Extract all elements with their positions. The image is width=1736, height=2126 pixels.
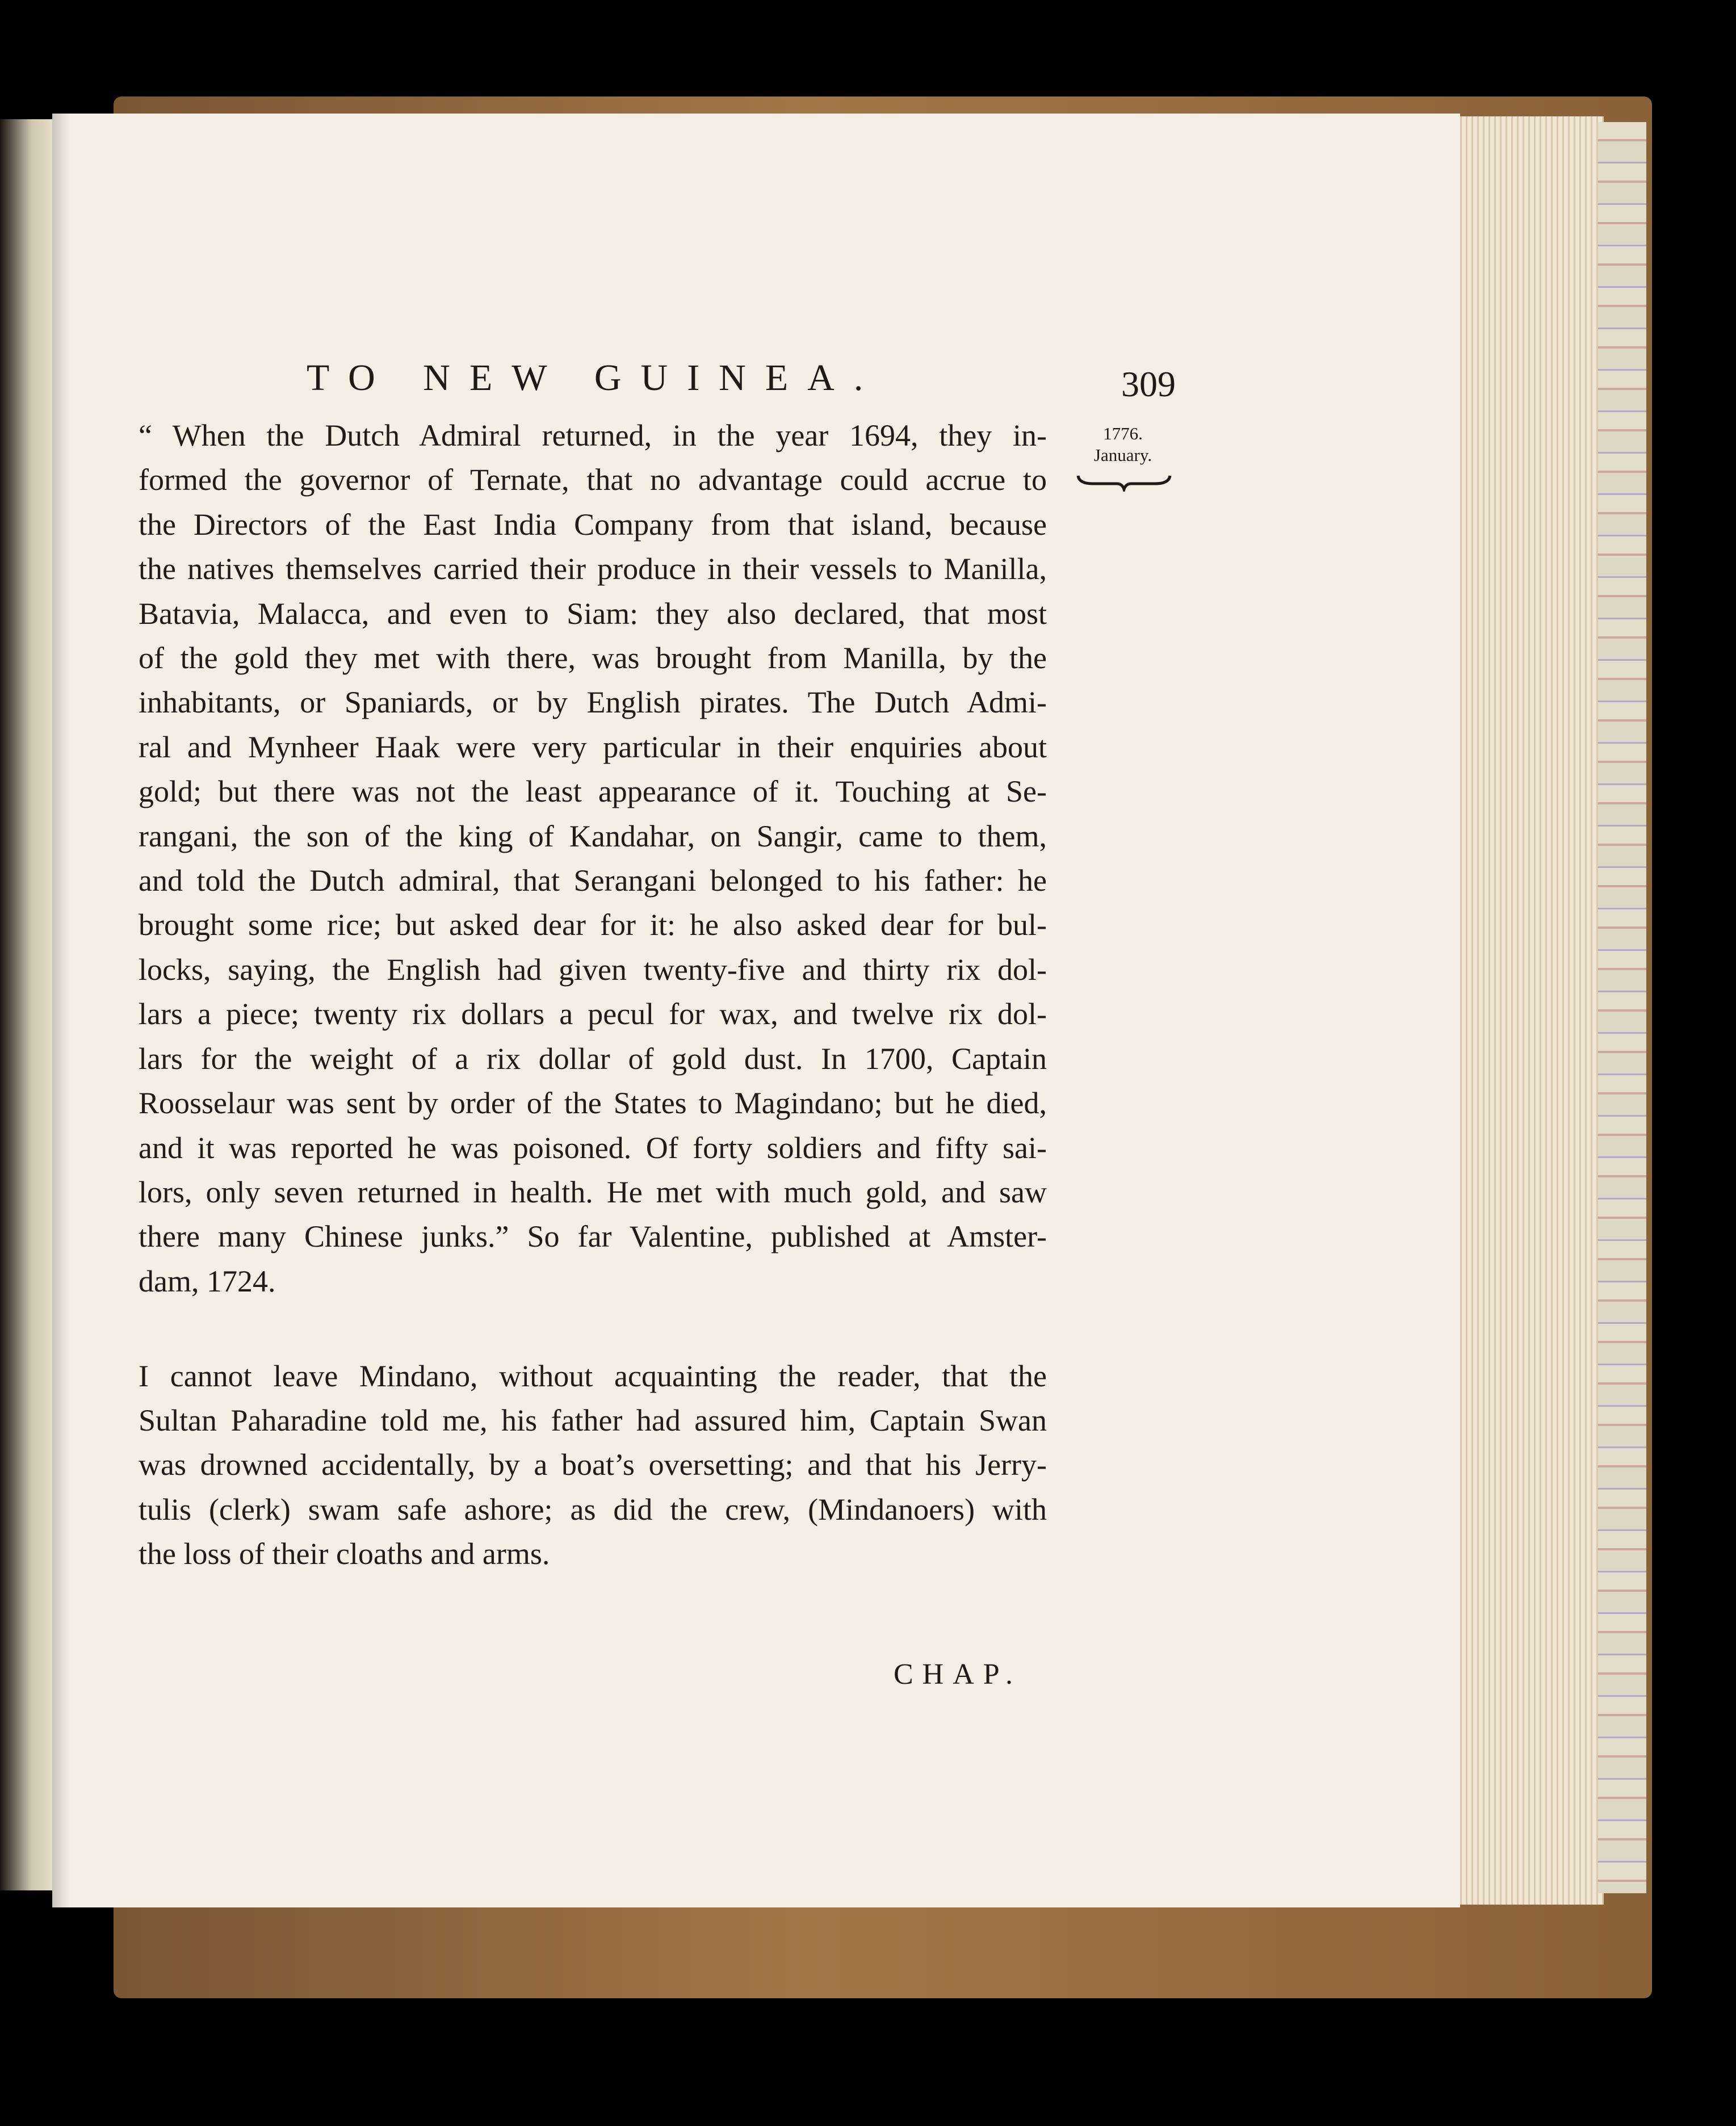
text-line: and told the Dutch admiral, that Serangani belonged to his father: he (139, 863, 1047, 898)
text-line: lors, only seven returned in health. He met with much gold, and saw (139, 1175, 1047, 1209)
text-line: I cannot leave Mindano, without acquainting the reader, that the (139, 1359, 1047, 1393)
margin-note (1077, 423, 1168, 466)
margin-note-month: January. (1093, 445, 1152, 465)
catchword: CHAP. (894, 1658, 1022, 1691)
text-line: lars a piece; twenty rix dollars a pecul for wax, and twelve rix dol- (139, 997, 1047, 1031)
text-line: was drowned accidentally, by a boat’s oversetting; and that his Jerry- (139, 1448, 1047, 1482)
text-line: dam, 1724. (139, 1264, 276, 1298)
text-line: the Directors of the East India Company from that island, because (139, 507, 1047, 542)
margin-brace-icon (1076, 472, 1172, 492)
text-line: brought some rice; but asked dear for it: he also asked dear for bul- (139, 908, 1047, 942)
text-line: the natives themselves carried their produce in their vessels to Manilla, (139, 552, 1047, 586)
page-block-edges (1450, 116, 1604, 1905)
text-line: “ When the Dutch Admiral returned, in the year 1694, they in- (139, 418, 1047, 452)
page-number: 309 (1121, 364, 1176, 404)
text-line: Roosselaur was sent by order of the States to Magindano; but he died, (139, 1086, 1047, 1121)
paragraph-captain-swan (139, 1354, 1047, 1576)
text-line: rangani, the son of the king of Kandahar, on Sangir, came to them, (139, 819, 1047, 853)
text-line: lars for the weight of a rix dollar of gold dust. In 1700, Captain (139, 1041, 1047, 1076)
text-line: ral and Mynheer Haak were very particular in their enquiries about (139, 729, 1047, 764)
text-line: gold; but there was not the least appearance of it. Touching at Se- (139, 774, 1047, 809)
gutter-shadow (52, 114, 69, 1907)
text-line: tulis (clerk) swam safe ashore; as did the crew, (Mindanoers) with (139, 1492, 1047, 1527)
margin-note-year: 1776. (1103, 423, 1143, 443)
text-line: formed the governor of Ternate, that no advantage could accrue to (139, 463, 1047, 497)
text-line: Sultan Paharadine told me, his father had assured him, Captain Swan (139, 1403, 1047, 1438)
text-line: and it was reported he was poisoned. Of forty soldiers and fifty sai- (139, 1130, 1047, 1165)
text-line: there many Chinese junks.” So far Valentine, published at Amster- (139, 1219, 1047, 1254)
marbled-endpaper (1598, 122, 1646, 1893)
text-line: Batavia, Malacca, and even to Siam: they also declared, that most (139, 596, 1047, 631)
text-line: of the gold they met with there, was brought from Manilla, by the (139, 641, 1047, 676)
paragraph-valentine-quote (139, 413, 1047, 1303)
running-head: TO NEW GUINEA. (307, 357, 883, 399)
text-line: locks, saying, the English had given twenty-five and thirty rix dol- (139, 952, 1047, 987)
text-line: inhabitants, or Spaniards, or by English pirates. The Dutch Admi- (139, 685, 1047, 720)
left-page-edge (0, 119, 52, 1890)
text-line: the loss of their cloaths and arms. (139, 1536, 550, 1571)
